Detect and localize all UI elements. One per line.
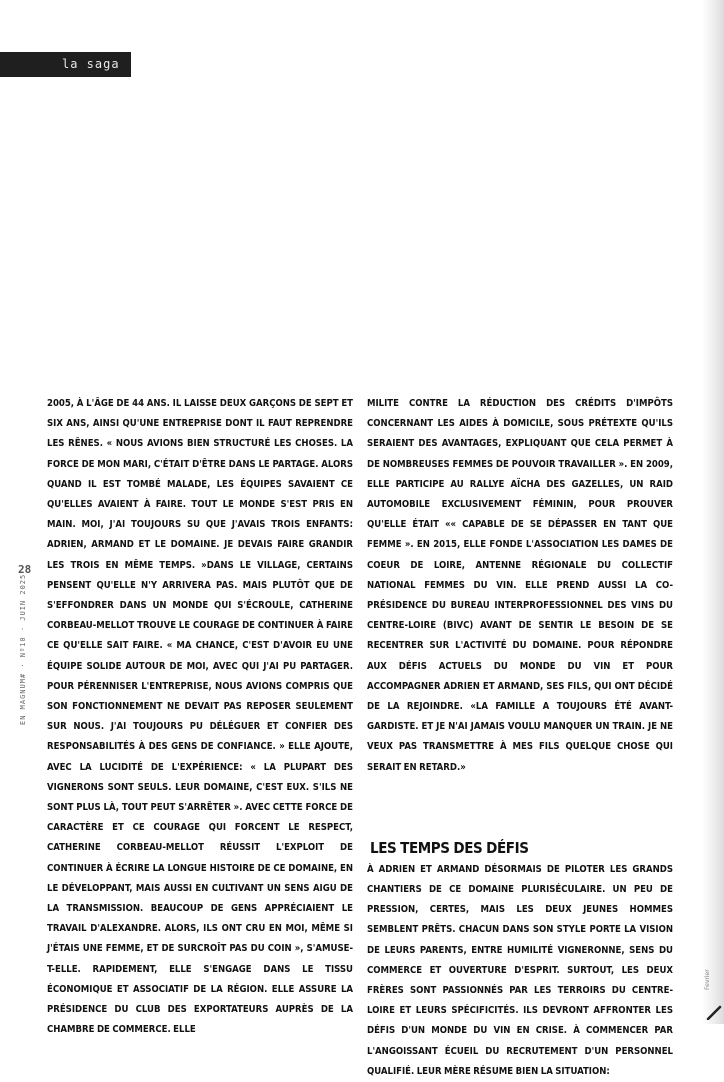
right-column-text-after-heading: À ADRIEN ET ARMAND DÉSORMAIS DE PILOTER LES GRANDS CHANTIERS DE CE DOMAINE PLURISÉCULAIRE. UN PEU DE PRESSION, CERTES, MAIS LES DEUX JEUNES HOMMES SEMBLENT PRÊTS. CHACUN DANS SON STYLE PORTE LA VISION DE LEURS PARENTS, ENTRE HUMILITÉ VIGNERONNE, SENS DU COMMERCE ET OUVERTURE D'ESPRIT. SURTOUT, LES DEUX FRÈRES SONT PASSIONNÉS PAR LES TERROIRS DU CENTRE-LOIRE ET LEURS SPÉCIFICITÉS. ILS DEVRONT AFFRONTER LES DÉFIS D'UN MONDE DU VIN EN CRISE. À COMMENCER PAR L'ANGOISSANT ÉCUEIL DU RECRUTEMENT D'UN PERSONNEL QUALIFIÉ. LEUR MÈRE RÉSUME BIEN LA SITUATION: — [367, 863, 673, 1077]
vertical-credit: EN MAGNUM# · Nº10 · JUIN 2025 — [19, 573, 27, 725]
article-column-left — [47, 394, 353, 1041]
right-column-text: MILITE CONTRE LA RÉDUCTION DES CRÉDITS D'IMPÔTS CONCERNANT LES AIDES À DOMICILE, SOUS PRÉTEXTE QU'ILS SERAIENT DES AVANTAGES, EXPLIQUANT QUE CELA PERMET À DE NOMBREUSES FEMMES DE POUVOIR TRAVAILLER ». EN 2009, ELLE PARTICIPE AU RALLYE AÏCHA DES GAZELLES, UN RAID AUTOMOBILE EXCLUSIVEMENT FÉMININ, POUR PROUVER QU'ELLE ÉTAIT «« CAPABLE DE SE DÉPASSER EN TANT QUE FEMME ». EN 2015, ELLE FONDE L'ASSOCIATION LES DAMES DE COEUR DE LOIRE, ANTENNE RÉGIONALE DU COLLECTIF NATIONAL FEMMES DU VIN. ELLE PREND AUSSI LA CO-PRÉSIDENCE DU BUREAU INTERPROFESSIONNEL DES VINS DU CENTRE-LOIRE (BIVC) AVANT DE SENTIR LE BESOIN DE SE RECENTRER SUR L'ACTIVITÉ DU DOMAINE. POUR RÉPONDRE AUX DÉFIS ACTUELS DU MONDE DU VIN ET POUR ACCOMPAGNER ADRIEN ET ARMAND, SES FILS, QUI ONT DÉCIDÉ DE LA REJOINDRE. «LA FAMILLE A TOUJOURS ÉTÉ AVANT-GARDISTE. ET JE N'AI JAMAIS VOULU MANQUER UN TRAIN. JE NE VEUX PAS TRANSMETTRE À MES FILS QUELQUE CHOSE QUI SERAIT EN RETARD.» — [367, 398, 673, 773]
section-heading: LES TEMPS DES DÉFIS — [370, 838, 529, 857]
page-number: 28 — [18, 563, 32, 576]
article-column-right — [367, 394, 673, 1082]
section-tab: la saga — [0, 52, 131, 77]
page-edge-shadow — [702, 0, 724, 1024]
left-column-text: 2005, À L'ÂGE DE 44 ANS. IL LAISSE DEUX GARÇONS DE SEPT ET SIX ANS, AINSI QU'UNE ENTREPRISE DONT IL FAUT REPRENDRE LES RÊNES. « NOUS AVIONS BIEN STRUCTURÉ LES CHOSES. LA FORCE DE MON MARI, C'ÉTAIT D'ÊTRE DANS LE PARTAGE. ALORS QUAND IL EST TOMBÉ MALADE, LES ÉQUIPES SAVAIENT CE QU'ELLES AVAIENT À FAIRE. TOUT LE MONDE S'EST PRIS EN MAIN. MOI, J'AI TOUJOURS SU QUE J'AVAIS TROIS ENFANTS: ADRIEN, ARMAND ET LE DOMAINE. JE DEVAIS FAIRE GRANDIR LES TROIS EN MÊME TEMPS. »DANS LE VILLAGE, CERTAINS PENSENT QU'ELLE N'Y ARRIVERA PAS. MAIS PLUTÔT QUE DE S'EFFONDRER DANS UN MONDE QUI S'ÉCROULE, CATHERINE CORBEAU-MELLOT TROUVE LE COURAGE DE CONTINUER À FAIRE CE QU'ELLE SAIT FAIRE. « MA CHANCE, C'EST D'AVOIR EU UNE ÉQUIPE SOLIDE AUTOUR DE MOI, AVEC QUI J'AI PU PARTAGER. POUR PÉRENNISER L'ENTREPRISE, NOUS AVIONS COMPRIS QUE SON FONCTIONNEMENT NE DEVAIT PAS REPOSER SEULEMENT SUR NOUS. J'AI TOUJOURS PU DÉLÉGUER ET CONFIER DES RESPONSABILITÉS À DES GENS DE CONFIANCE. » ELLE AJOUTE, AVEC LA LUCIDITÉ DE L'EXPÉRIENCE: « LA PLUPART DES VIGNERONS SONT SEULS. LEUR DOMAINE, C'EST EUX. S'ILS NE SONT PLUS LÀ, TOUT PEUT S'ARRÊTER ». AVEC CETTE FORCE DE CARACTÈRE ET CE COURAGE QUI FORCENT LE RESPECT, CATHERINE CORBEAU-MELLOT RÉUSSIT L'EXPLOIT DE CONTINUER À ÉCRIRE LA LONGUE HISTOIRE DE CE DOMAINE, EN LE DÉVELOPPANT, MAIS AUSSI EN CULTIVANT UN SENS AIGU DE LA TRANSMISSION. BEAUCOUP DE GENS APPRÉCIAIENT LE TRAVAIL D'ALEXANDRE. ALORS, ILS ONT CRU EN MOI, MÊME SI J'ÉTAIS UNE FEMME, ET DE SURCROÎT PAS DU COIN », S'AMUSE-T-ELLE. RAPIDEMENT, ELLE S'ENGAGE DANS LE TISSU ÉCONOMIQUE ET ASSOCIATIF DE LA RÉGION. ELLE ASSURE LA PRÉSIDENCE DU CLUB DES EXPORTATEURS AUPRÈS DE LA CHAMBRE DE COMMERCE. ELLE — [47, 398, 353, 1036]
page-curl-icon — [706, 1004, 722, 1020]
corner-credit: Fevrier — [704, 969, 711, 990]
